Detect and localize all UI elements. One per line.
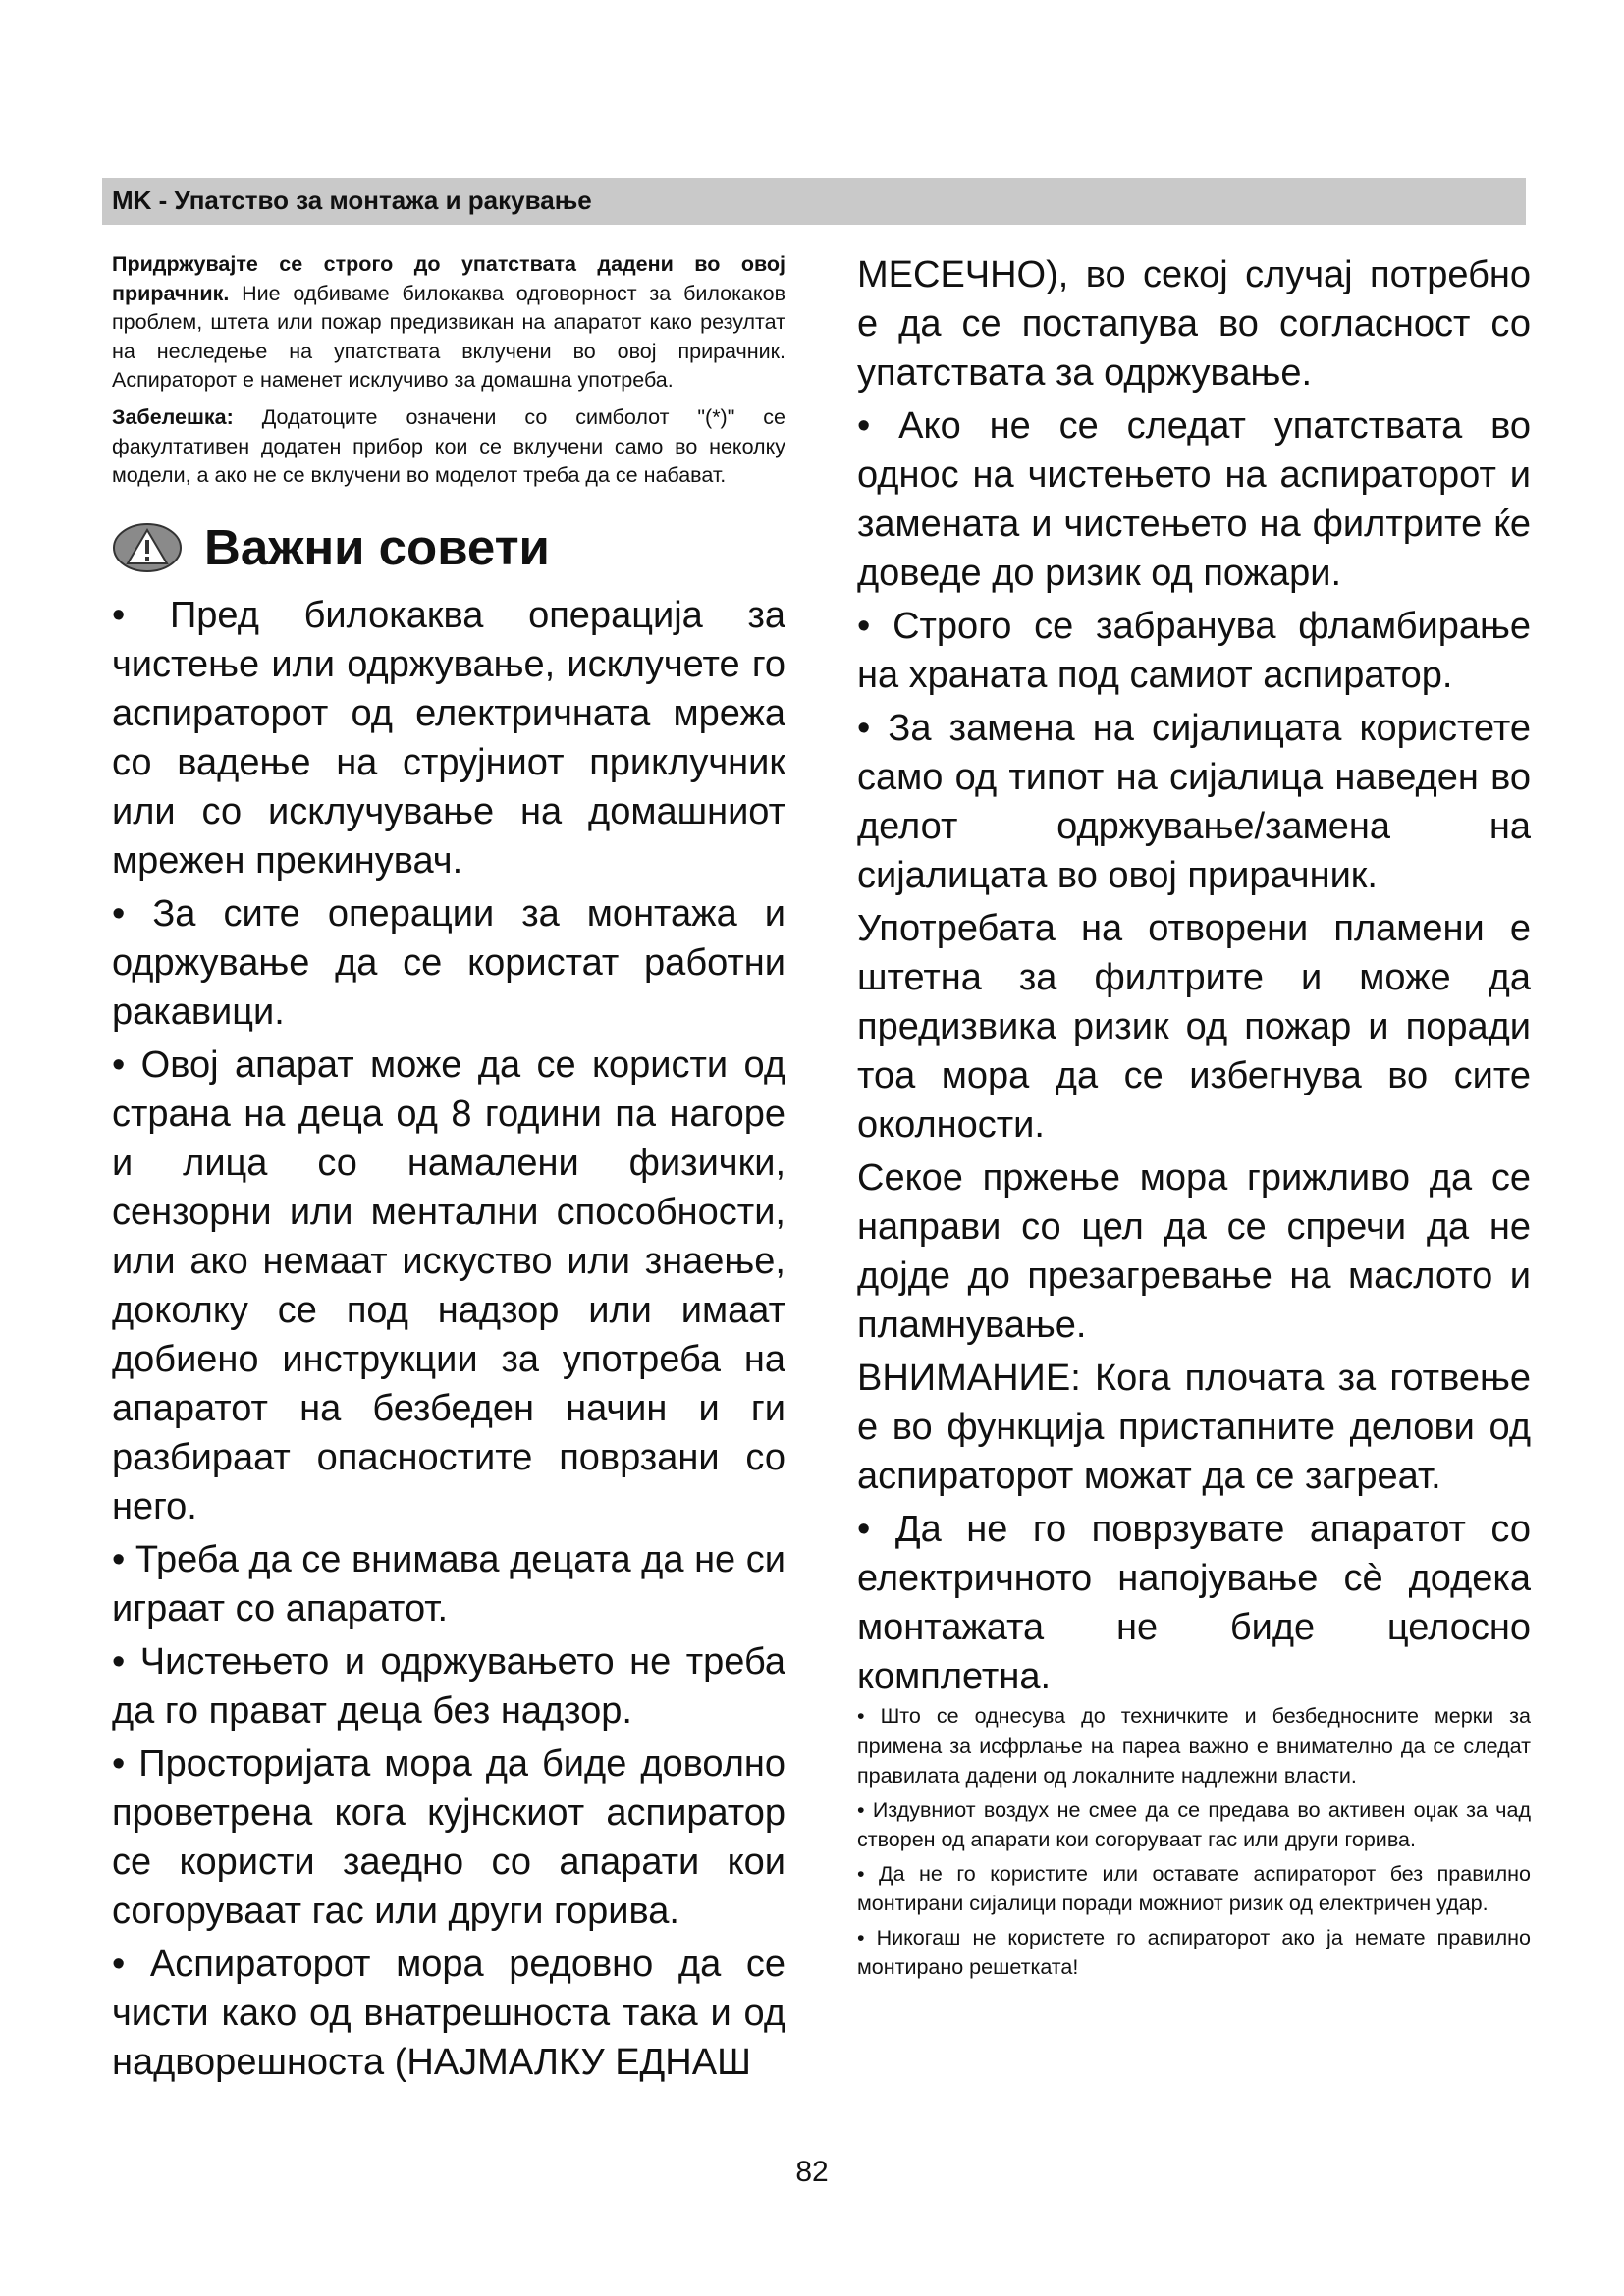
right-paragraph: • Да не го поврзувате апаратот со електричното напојување сè додека монтажата не биде целосно комплетна.	[857, 1509, 1531, 1697]
section-title: Важни совети	[204, 518, 550, 575]
left-column	[112, 250, 785, 2087]
note-label: Забелешка:	[112, 404, 234, 429]
intro-paragraph	[112, 250, 785, 396]
right-column	[857, 250, 1531, 1983]
warning-triangle-icon	[112, 522, 183, 573]
right-small-paragraph: • Што се однесува до техничките и безбедносните мерки за примена за исфрлање на пареа важно е внимателно да се следат правилата дадени од локалните надлежни власти.	[857, 1704, 1531, 1788]
right-small-paragraph: • Да не го користите или оставате аспираторот без правилно монтирани сијалици поради можниот ризик од електричен удар.	[857, 1861, 1531, 1915]
left-paragraph: • Пред билокаква операција за чистење или одржување, исклучете го аспираторот од електричната мрежа со вадење на струјниот приклучник или со исклучување на домашниот мрежен прекинувач.	[112, 594, 785, 881]
right-paragraph: ВНИМАНИЕ: Кога плочата за готвење е во функција пристапните делови од аспираторот можат да се загреат.	[857, 1358, 1531, 1497]
left-paragraph: • Аспираторот мора редовно да се чисти како од внатрешноста така и од надворешноста (НАЈМАЛКУ ЕДНАШ	[112, 1943, 785, 2083]
left-paragraph: • Овој апарат може да се користи од страна на деца од 8 години па нагоре и лица со намалени физички, сензорни или ментални способности, или ако немаат искуство или знаење, доколку се под надзор или имаат добиено инструкции за употреба на апаратот на безбеден начин и ги разбираат опасностите поврзани со него.	[112, 1043, 785, 1527]
intro-bold: Придржувајте се строго до упатствата дадени во овој прирачник.	[112, 252, 785, 305]
intro-text: Ние одбиваме билокаква одговорност за билокаков проблем, штета или пожар предизвикан на апаратот како резултат на неследење на упатствата вклучени во овој прирачник. Аспираторот е наменет исклучиво за домашна употреба.	[112, 281, 785, 393]
right-paragraph: • За замена на сијалицата користете само од типот на сијалица наведен во делот одржување/замена на сијалицата во овој прирачник.	[857, 708, 1531, 896]
left-paragraph: • Треба да се внимава децата да не си играат со апаратот.	[112, 1538, 785, 1629]
right-paragraph: МЕСЕЧНО), во секој случај потребно е да се постапува во согласност со упатствата за одржување.	[857, 254, 1531, 394]
page-number: 82	[795, 2156, 829, 2188]
left-paragraph: • За сите операции за монтажа и одржување да се користат работни ракавици.	[112, 892, 785, 1033]
right-small-paragraph: • Издувниот воздух не смее да се предава во активен оџак за чад створен од апарати кои согоруваат гас или други горива.	[857, 1797, 1531, 1851]
right-paragraph: • Ако не се следат упатствата во однос на чистењето на аспираторот и замената и чистењето на филтрите ќе доведе до ризик од пожари.	[857, 405, 1531, 594]
right-paragraph: Секое пржење мора грижливо да се направи со цел да се спречи да не дојде до презагревање на маслото и пламнување.	[857, 1157, 1531, 1346]
note-paragraph	[112, 403, 785, 491]
right-small-paragraph: • Никогаш не користете го аспираторот ако ја немате правилно монтирано решетката!	[857, 1925, 1531, 1979]
right-paragraph: • Строго се забранува фламбирање на храната под самиот аспиратор.	[857, 606, 1531, 696]
right-paragraph: Употребата на отворени пламени е штетна за филтрите и може да предизвика ризик од пожар и поради тоа мора да се избегнува во сите околности.	[857, 908, 1531, 1146]
left-paragraph: • Чистењето и одржувањето не треба да го прават деца без надзор.	[112, 1640, 785, 1732]
note-text: Додатоците означени со симболот "(*)" се факултативен додатен прибор кои се вклучени само во неколку модели, а ако не се вклучени во моделот треба да се набават.	[112, 404, 785, 488]
header-title: MK - Упатство за монтажа и ракување	[112, 186, 592, 215]
section-heading	[112, 518, 785, 577]
page-header	[102, 178, 1526, 225]
left-paragraph: • Просторијата мора да биде доволно проветрена кога кујнскиот аспиратор се користи заедно со апарати кои согоруваат гас или други горива.	[112, 1742, 785, 1932]
